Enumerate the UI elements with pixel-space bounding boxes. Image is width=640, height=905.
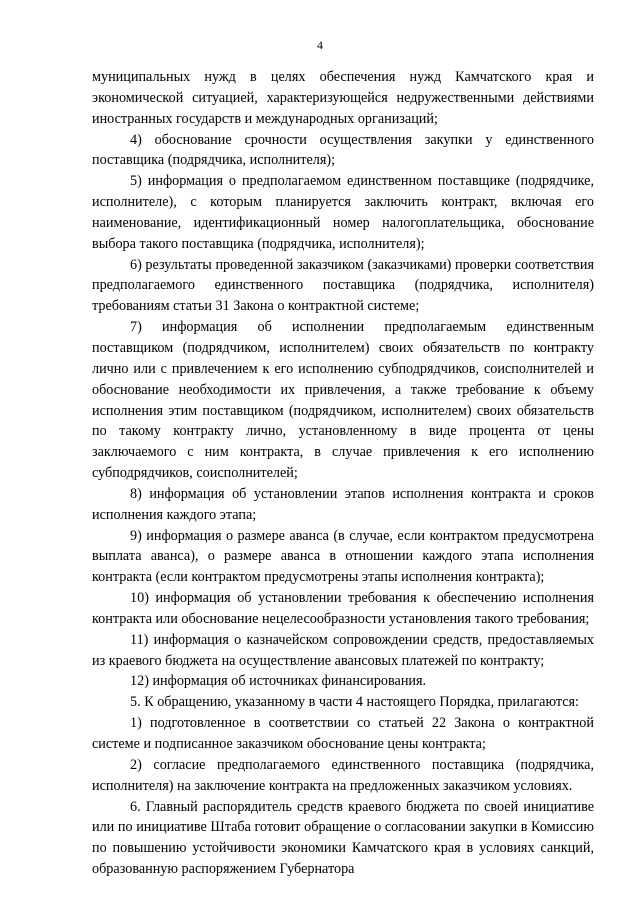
paragraph: 2) согласие предполагаемого единственного поставщика (подрядчика, исполнителя) на заключение контракта на предложенных заказчиком условиях. — [92, 756, 594, 794]
paragraph: 5. К обращению, указанному в части 4 настоящего Порядка, прилагаются: — [130, 694, 579, 711]
document-body — [92, 67, 594, 880]
paragraph: 7) информация об исполнении предполагаемым единственным поставщиком (подрядчиком, исполнителем) своих обязательств по контракту лично или с привлечением к его исполнению субподрядчиков, соисполнителей и обоснование необходимости их привлечения, а также требование к объему исполнения этим поставщиком (подрядчиком, исполнителем) своих обязательств по такому контракту лично, установленному в виде процента от цены заключаемого с ним контракта, в случае привлечения к его исполнению субподрядчиков, соисполнителей; — [92, 319, 594, 482]
paragraph: 8) информация об установлении этапов исполнения контракта и сроков исполнения каждого этапа; — [92, 485, 594, 523]
paragraph: 11) информация о казначейском сопровождении средств, предоставляемых из краевого бюджета на осуществление авансовых платежей по контракту; — [92, 631, 594, 669]
paragraph: 12) информация об источниках финансирования. — [130, 673, 427, 690]
paragraph: 5) информация о предполагаемом единственном поставщике (подрядчике, исполнителе), с которым планируется заключить контракт, включая его наименование, идентификационный номер налогоплательщика, обоснование выбора такого поставщика (подрядчика, исполнителя); — [92, 173, 594, 252]
paragraph: 4) обоснование срочности осуществления закупки у единственного поставщика (подрядчика, исполнителя); — [92, 131, 594, 169]
paragraph: 10) информация об установлении требования к обеспечению исполнения контракта или обоснование нецелесообразности установления такого требования; — [92, 590, 594, 627]
paragraph: 6) результаты проведенной заказчиком (заказчиками) проверки соответствия предполагаемого единственного поставщика (подрядчика, исполнителя) требованиям статьи 31 Закона о контрактной системе; — [92, 256, 594, 315]
paragraph: 1) подготовленное в соответствии со статьей 22 Закона о контрактной системе и подписанное заказчиком обоснование цены контракта; — [92, 715, 594, 752]
paragraph: муниципальных нужд в целях обеспечения нужд Камчатского края и экономической ситуацией, характеризующейся недружественными действиями иностранных государств и международных организаций; — [92, 69, 594, 127]
paragraph: 9) информация о размере аванса (в случае, если контрактом предусмотрена выплата аванса), о размере аванса в отношении каждого этапа исполнения контракта (если контрактом предусмотрены этапы исполнения контракта); — [92, 527, 594, 586]
page-number: 4 — [317, 38, 323, 52]
paragraph: 6. Главный распорядитель средств краевого бюджета по своей инициативе или по инициативе Штаба готовит обращение о согласовании закупки в Комиссию по повышению устойчивости экономики Камчатского края в условиях санкций, образованную распоряжением Губернатора — [92, 798, 594, 878]
